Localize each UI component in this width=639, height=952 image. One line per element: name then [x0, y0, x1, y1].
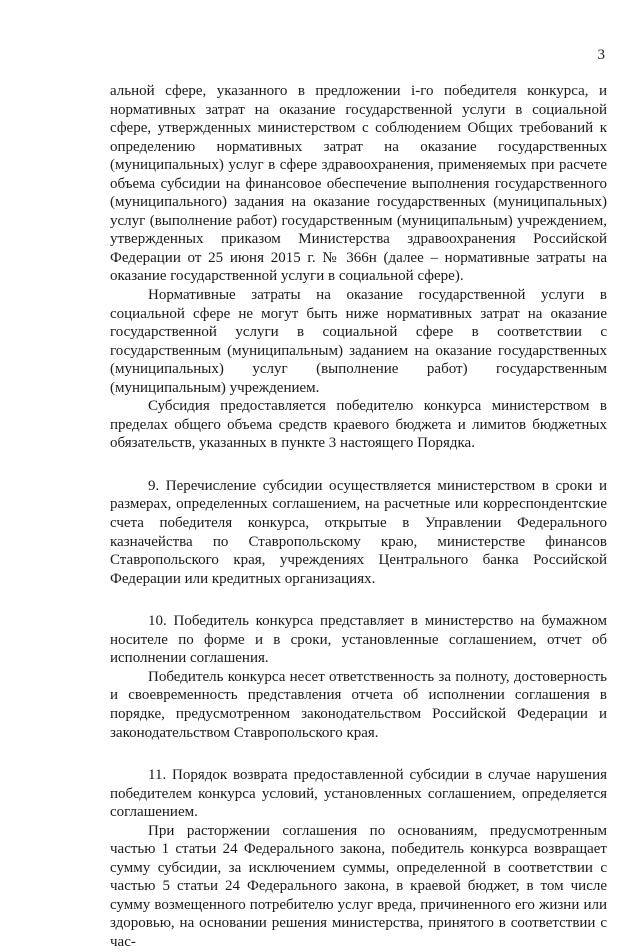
page-number: 3	[597, 47, 605, 63]
paragraph-item-11: 11. Порядок возврата предоставленной субсидии в случае нарушения победителем конкурса условий, установленных соглашением, определяется соглашением.	[110, 767, 607, 821]
paragraph-gap	[110, 453, 607, 477]
document-body	[110, 82, 607, 952]
paragraph-subsidy-provision: Субсидия предоставляется победителю конкурса министерством в пределах общего объема средств краевого бюджета и лимитов бюджетных обязательств, указанных в пункте 3 настоящего Порядка.	[110, 398, 607, 452]
paragraph-gap	[110, 588, 607, 612]
paragraph-normative-costs: Нормативные затраты на оказание государственной услуги в социальной сфере не могут быть ниже нормативных затрат на оказание государственной услуги в социальной сфере в соответствии с государственным (муниципальным) заданием на оказание государственных (муниципальных) услуг (выполнение работ) государственным (муниципальным) учреждением.	[110, 287, 607, 396]
paragraph-continuation: альной сфере, указанного в предложении i-го победителя конкурса, и нормативных затрат на оказание государственной услуги в социальной сфере, утвержденных министерством с соблюдением Общих требований к определению нормативных затрат на оказание государственных (муниципальных) услуг в сфере здравоохранения, применяемых при расчете объема субсидии на финансовое обеспечение выполнения государственного (муниципального) задания на оказание государственных (муниципальных) услуг (выполнение работ) государственным (муниципальным) учреждением, утвержденных приказом Министерства здравоохранения Российской Федерации от 25 июня 2015 г. № 366н (далее – нормативные затраты на оказание государственной услуги в социальной сфере).	[110, 83, 607, 285]
paragraph-gap	[110, 742, 607, 766]
paragraph-termination: При расторжении соглашения по основаниям, предусмотренным частью 1 статьи 24 Федерального закона, победитель конкурса возвращает сумму субсидии, за исключением суммы, определенной в соответствии с частью 5 статьи 24 Федерального закона, в краевой бюджет, в том числе сумму возмещенного потребителю услуг вреда, причиненного его жизни или здоровью, на основании решения министерства, принятого в соответствии с час-	[110, 822, 607, 950]
paragraph-item-10: 10. Победитель конкурса представляет в министерство на бумажном носителе по форме и в сроки, установленные соглашением, отчет об исполнении соглашения.	[110, 613, 607, 667]
paragraph-responsibility: Победитель конкурса несет ответственность за полноту, достоверность и своевременность представления отчета об исполнении соглашения в порядке, предусмотренном законодательством Российской Федерации и законодательством Ставропольского края.	[110, 668, 607, 741]
paragraph-item-9: 9. Перечисление субсидии осуществляется министерством в сроки и размерах, определенных соглашением, на расчетные или корреспондентские счета победителя конкурса, открытые в Управлении Федерального казначейства по Ставропольскому краю, министерстве финансов Ставропольского края, учреждениях Центрального банка Российской Федерации или кредитных организациях.	[110, 477, 607, 587]
